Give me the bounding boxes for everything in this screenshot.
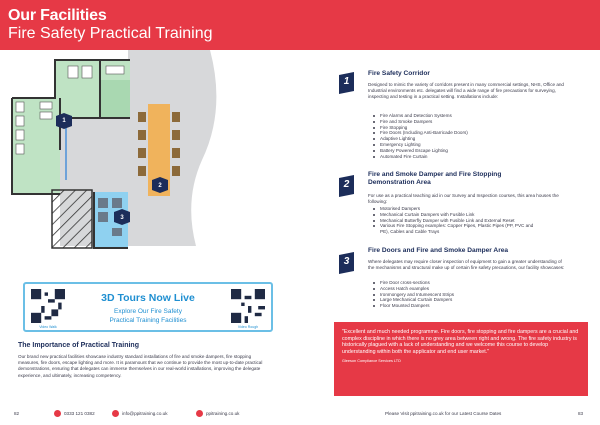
importance-body: Our brand new practical facilities showcase industry standard installations of fire and smoke dampers, fire stopping measures, fire doors, escape lighting and more. It is paramount that we continue to provide the most up-to-date practical demonstrations, ensuring that delegates can immerse themselves in our real-world installations, improving the delegate experience, and ultimately, increasing competency. xyxy=(18,354,263,378)
list-item: Adaptive Lighting xyxy=(372,136,568,142)
tours-line-1: Explore Our Fire Safety xyxy=(114,308,182,315)
section-2-badge xyxy=(337,175,356,197)
list-item: Automated Fire Curtain xyxy=(372,154,568,160)
list-item: Motorised Dampers xyxy=(372,206,568,212)
testimonial-text: "Excellent and much needed programme. Fire doors, fire stopping and fire dampers are a crucial and complex discipline in which there is no grey area between right and wrong. The fire safety industry is historically plagued with a lack of understanding and we welcome this course to develop understanding within both the applicator and end user market." xyxy=(342,329,579,355)
page-title: Our Facilities xyxy=(8,7,107,24)
tours-card[interactable] xyxy=(23,282,273,332)
web-icon xyxy=(196,410,203,417)
page-number-left: 82 xyxy=(14,411,20,416)
section-2-list xyxy=(372,206,568,235)
testimonial-box xyxy=(334,322,588,396)
section-1-badge xyxy=(337,72,356,94)
floor-plan-drawing xyxy=(0,50,265,266)
qr-code-left-icon[interactable] xyxy=(31,289,65,323)
importance-heading: The Importance of Practical Training xyxy=(18,342,139,349)
list-item: Emergency Lighting xyxy=(372,142,568,148)
section-1-intro: Designed to mimic the variety of corridors present in many commercial settings, NHS, Office and Industrial environments etc. delegates will find a wide range of fire precautions for surveying, inspecting and testing in a practical setting. Installations include: xyxy=(368,82,564,99)
tours-line-2: Practical Training Facilities xyxy=(109,317,187,324)
list-item: Various Fire Stopping examples: Copper Pipes, Plastic Pipes (PP, PVC and PE), Cables and Cable Trays xyxy=(372,223,542,235)
list-item: Ironmongery and Intumescent Strips xyxy=(372,292,568,298)
list-item: Fire Door cross-sections xyxy=(372,280,568,286)
section-3-number: 3 xyxy=(343,256,350,267)
list-item: Fire Doors (Including Anti-Barricade Doors) xyxy=(372,130,568,136)
list-item: Fire and Smoke Dampers xyxy=(372,119,568,125)
list-item: Battery Powered Escape Lighting xyxy=(372,148,568,154)
list-item: Fire Alarms and Detection Systems xyxy=(372,113,568,119)
footer-web[interactable]: ppitraining.co.uk xyxy=(206,411,240,416)
testimonial-source: Gleeson Compliance Services LTD xyxy=(342,359,401,364)
floor-plan xyxy=(0,50,265,266)
section-1-list xyxy=(372,113,568,159)
list-item: Fire Stopping xyxy=(372,125,568,131)
section-1-title: Fire Safety Corridor xyxy=(368,70,430,77)
section-3-title: Fire Doors and Fire and Smoke Damper Area xyxy=(368,247,509,254)
section-3-badge xyxy=(337,252,356,274)
list-item: Mechanical Butterfly Damper with Fusible Link and External Reset xyxy=(372,218,568,224)
plan-marker-1-label: 1 xyxy=(62,118,66,124)
email-icon xyxy=(112,410,119,417)
page-subtitle: Fire Safety Practical Training xyxy=(8,25,213,42)
qr-code-right-icon[interactable] xyxy=(231,289,265,323)
section-1-number: 1 xyxy=(343,76,350,87)
page-number-right: 83 xyxy=(578,411,584,416)
section-3-intro: Where delegates may require closer inspection of equipment to gain a greater understanding of the mechanisms and structural make up of certain fire safety precautions, our facility showcases: xyxy=(368,259,565,270)
list-item: Mechanical Curtain Dampers with Fusible Link xyxy=(372,212,568,218)
list-item: Floor Mounted Dampers xyxy=(372,303,568,309)
list-item: Large Mechanical Curtain Dampers xyxy=(372,297,568,303)
footer-phone[interactable]: 0333 121 0382 xyxy=(64,411,95,416)
section-2-intro: For use as a practical teaching aid in our Survey and Inspection courses, this area houses the following: xyxy=(368,193,559,204)
header-band xyxy=(0,0,600,50)
phone-icon xyxy=(54,410,61,417)
list-item: Access Hatch examples xyxy=(372,286,568,292)
tours-title: 3D Tours Now Live xyxy=(101,292,195,304)
section-3-list xyxy=(372,280,568,309)
plan-marker-3-label: 3 xyxy=(120,215,124,221)
footer-email[interactable]: info@ppitraining.co.uk xyxy=(122,411,168,416)
footer-notice: Please Visit ppitraining.co.uk for our Latest Course Dates xyxy=(385,411,502,416)
qr-left-caption: Video Walk xyxy=(39,325,57,329)
qr-right-caption: Video Rough xyxy=(237,325,259,329)
section-2-title: Fire and Smoke Damper and Fire Stopping Demonstration Area xyxy=(368,171,502,186)
plan-marker-2-label: 2 xyxy=(158,183,162,189)
section-2-number: 2 xyxy=(343,179,350,190)
